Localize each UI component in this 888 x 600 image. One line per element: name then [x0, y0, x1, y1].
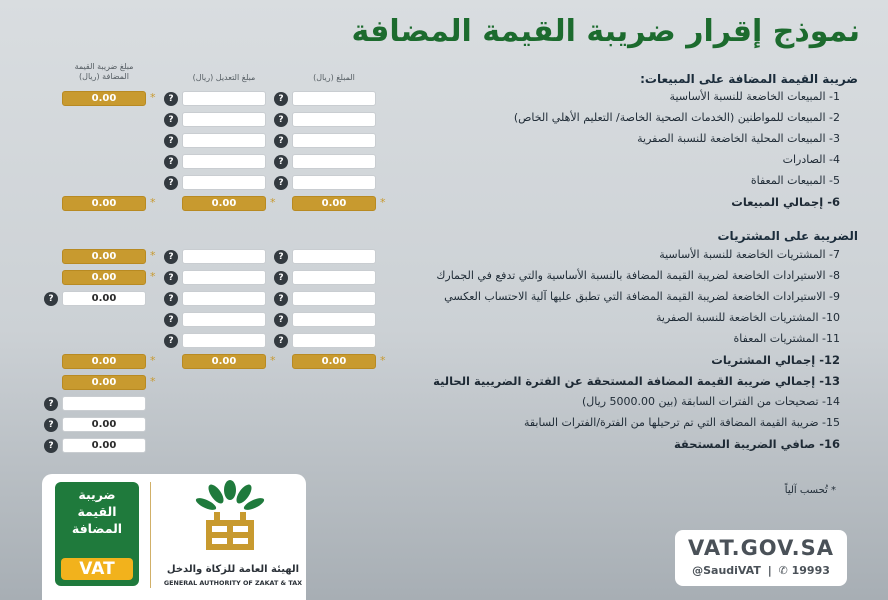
row-label: 13- إجمالي ضريبة القيمة المضافة المستحقة عن الفترة الضريبية الحالية — [433, 374, 840, 388]
sales-total-row — [0, 193, 888, 213]
purchases-total-row — [0, 351, 888, 371]
question-mark-icon[interactable]: ? — [44, 439, 58, 453]
adjustment-input[interactable] — [182, 291, 266, 306]
logo-divider — [150, 482, 151, 588]
row-label: 2- المبيعات للمواطنين (الخدمات الصحية الخاصة/ التعليم الأهلي الخاص) — [513, 111, 840, 124]
row-label: 15- ضريبة القيمة المضافة التي تم ترحيلها من الفترة/الفترات السابقة — [523, 416, 840, 429]
question-mark-icon[interactable]: ? — [274, 155, 288, 169]
amount-input[interactable] — [292, 249, 376, 264]
asterisk-icon: * — [150, 354, 156, 367]
row-label: 9- الاستيرادات الخاضعة لضريبة القيمة المضافة التي تطبق عليها آلية الاحتساب العكسي — [444, 290, 840, 303]
phone-number[interactable]: 19993 — [791, 564, 830, 577]
question-mark-icon[interactable]: ? — [164, 113, 178, 127]
carried-forward-input[interactable]: 0.00 — [62, 417, 146, 432]
question-mark-icon[interactable]: ? — [164, 92, 178, 106]
asterisk-icon: * — [270, 354, 276, 367]
total-amount-value: 0.00 — [292, 196, 376, 211]
palm-tree-icon — [194, 480, 266, 560]
total-adjustment-value: 0.00 — [182, 196, 266, 211]
amount-input[interactable] — [292, 291, 376, 306]
total-vat-value: 0.00 — [62, 354, 146, 369]
row-label: 7- المشتريات الخاضعة للنسبة الأساسية — [659, 248, 840, 261]
question-mark-icon[interactable]: ? — [164, 313, 178, 327]
adjustment-input[interactable] — [182, 249, 266, 264]
question-mark-icon[interactable]: ? — [164, 250, 178, 264]
vat-value: 0.00 — [62, 91, 146, 106]
question-mark-icon[interactable]: ? — [274, 176, 288, 190]
gazt-name-english: GENERAL AUTHORITY OF ZAKAT & TAX — [163, 579, 303, 587]
question-mark-icon[interactable]: ? — [274, 271, 288, 285]
adjustment-input[interactable] — [182, 333, 266, 348]
vat-value: 0.00 — [62, 249, 146, 264]
question-mark-icon[interactable]: ? — [274, 134, 288, 148]
sales-row-2 — [0, 109, 888, 129]
vat-website-card — [675, 530, 847, 586]
row-label: 16- صافي الضريبة المستحقة — [673, 437, 840, 451]
summary-row-15 — [0, 414, 888, 434]
question-mark-icon[interactable]: ? — [44, 397, 58, 411]
sales-row-3 — [0, 130, 888, 150]
question-mark-icon[interactable]: ? — [164, 334, 178, 348]
purchases-row-9 — [0, 288, 888, 308]
asterisk-icon: * — [150, 91, 156, 104]
auto-calculated-note: * تُحسب آلياً — [784, 485, 836, 496]
question-mark-icon[interactable]: ? — [164, 176, 178, 190]
summary-row-13 — [0, 372, 888, 392]
amount-input[interactable] — [292, 333, 376, 348]
question-mark-icon[interactable]: ? — [274, 250, 288, 264]
vat-value: 0.00 — [62, 375, 146, 390]
vat-input[interactable]: 0.00 — [62, 291, 146, 306]
purchases-row-11 — [0, 330, 888, 350]
adjustment-column-header: مبلغ التعديل (ريال) — [192, 73, 256, 82]
row-label: 10- المشتريات الخاضعة للنسبة الصفرية — [656, 311, 840, 324]
vat-value: 0.00 — [62, 270, 146, 285]
question-mark-icon[interactable]: ? — [274, 292, 288, 306]
question-mark-icon[interactable]: ? — [164, 271, 178, 285]
adjustment-input[interactable] — [182, 112, 266, 127]
question-mark-icon[interactable]: ? — [164, 134, 178, 148]
vat-badge: VAT — [61, 558, 133, 580]
total-vat-value: 0.00 — [62, 196, 146, 211]
gazt-name-arabic: الهيئة العامة للزكاة والدخل — [166, 564, 300, 575]
amount-input[interactable] — [292, 154, 376, 169]
adjustment-input[interactable] — [182, 133, 266, 148]
sales-row-1 — [0, 88, 888, 108]
adjustment-input[interactable] — [182, 270, 266, 285]
purchases-section-heading: الضريبة على المشتريات — [717, 229, 858, 243]
adjustment-input[interactable] — [182, 175, 266, 190]
vat-logo — [55, 482, 139, 586]
question-mark-icon[interactable]: ? — [164, 155, 178, 169]
adjustment-input[interactable] — [182, 154, 266, 169]
question-mark-icon[interactable]: ? — [274, 313, 288, 327]
row-label: 4- الصادرات — [782, 153, 840, 166]
amount-input[interactable] — [292, 91, 376, 106]
purchases-row-10 — [0, 309, 888, 329]
amount-input[interactable] — [292, 112, 376, 127]
vat-column-header: مبلغ ضريبة القيمة المضافة (ريال) — [74, 62, 134, 81]
adjustment-input[interactable] — [182, 91, 266, 106]
question-mark-icon[interactable]: ? — [44, 418, 58, 432]
twitter-handle[interactable]: @SaudiVAT — [692, 564, 761, 577]
amount-column-header: المبلغ (ريال) — [313, 73, 355, 82]
row-label: 11- المشتريات المعفاة — [733, 332, 840, 345]
row-label: 1- المبيعات الخاضعة للنسبة الأساسية — [669, 90, 840, 103]
purchases-row-7 — [0, 246, 888, 266]
asterisk-icon: * — [150, 270, 156, 283]
vat-website-link[interactable]: VAT.GOV.SA — [688, 536, 834, 560]
question-mark-icon[interactable]: ? — [274, 334, 288, 348]
question-mark-icon[interactable]: ? — [44, 292, 58, 306]
net-vat-input[interactable]: 0.00 — [62, 438, 146, 453]
sales-section-heading: ضريبة القيمة المضافة على المبيعات: — [640, 72, 858, 86]
total-adjustment-value: 0.00 — [182, 354, 266, 369]
logos-card — [42, 474, 306, 600]
row-label: 12- إجمالي المشتريات — [711, 353, 840, 367]
asterisk-icon: * — [150, 375, 156, 388]
asterisk-icon: * — [150, 249, 156, 262]
summary-row-14 — [0, 393, 888, 413]
amount-input[interactable] — [292, 175, 376, 190]
question-mark-icon[interactable]: ? — [164, 292, 178, 306]
row-label: 5- المبيعات المعفاة — [750, 174, 840, 187]
asterisk-icon: * — [270, 196, 276, 209]
amount-input[interactable] — [292, 312, 376, 327]
asterisk-icon: * — [150, 196, 156, 209]
row-label: 3- المبيعات المحلية الخاضعة للنسبة الصفرية — [637, 132, 840, 145]
contact-line: @SaudiVAT | ✆ 19993 — [692, 564, 830, 577]
asterisk-icon: * — [380, 196, 386, 209]
adjustment-input[interactable] — [182, 312, 266, 327]
total-amount-value: 0.00 — [292, 354, 376, 369]
vat-logo-text: ضريبة القيمة المضافة — [71, 487, 123, 536]
row-label: 14- تصحيحات من الفترات السابقة (بين 5000.00 ريال) — [582, 395, 840, 408]
asterisk-icon: * — [380, 354, 386, 367]
question-mark-icon[interactable]: ? — [274, 113, 288, 127]
sales-row-4 — [0, 151, 888, 171]
row-label: 8- الاستيرادات الخاضعة لضريبة القيمة المضافة بالنسبة الأساسية والتي تدفع في الجمارك — [436, 269, 840, 282]
question-mark-icon[interactable]: ? — [274, 92, 288, 106]
purchases-row-8 — [0, 267, 888, 287]
amount-input[interactable] — [292, 270, 376, 285]
amount-input[interactable] — [292, 133, 376, 148]
summary-row-16 — [0, 435, 888, 455]
row-label: 6- إجمالي المبيعات — [731, 195, 840, 209]
page-title: نموذج إقرار ضريبة القيمة المضافة — [351, 14, 860, 49]
phone-icon: ✆ — [778, 564, 788, 577]
sales-row-5 — [0, 172, 888, 192]
corrections-input[interactable] — [62, 396, 146, 411]
